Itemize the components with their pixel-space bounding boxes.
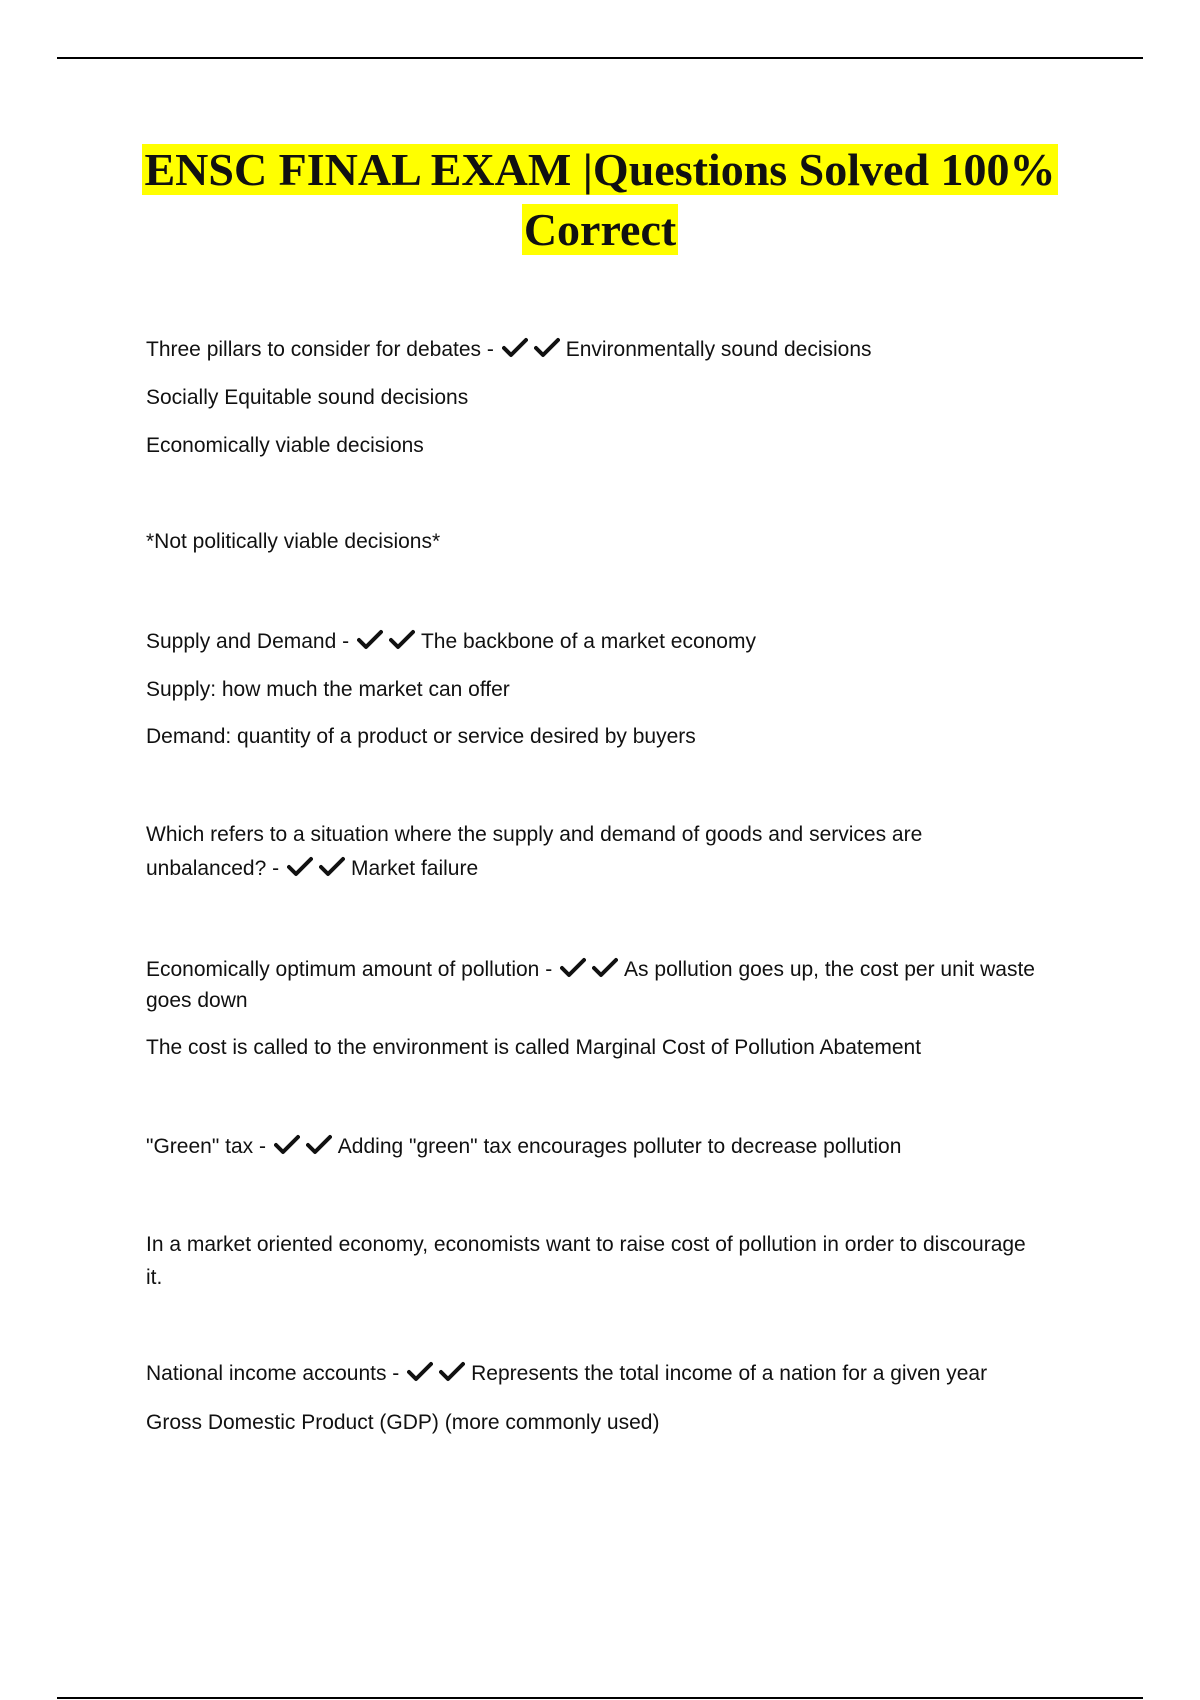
separator: -: [266, 857, 285, 880]
answer-text: The backbone of a market economy: [420, 630, 756, 653]
double-check-icon: [274, 1135, 338, 1158]
term-text: Which refers to a situation where the supply and demand of goods and services are unbalanced?: [146, 823, 923, 880]
double-check-icon: [287, 857, 351, 880]
double-check-icon: [357, 630, 421, 653]
flashcard-item: [146, 1131, 901, 1163]
term-text: "Green" tax: [146, 1135, 254, 1158]
answer-extra-line: Economically viable decisions: [146, 434, 424, 457]
flashcard-item: [146, 954, 1046, 1016]
separator: -: [481, 338, 500, 361]
answer-text: Environmentally sound decisions: [565, 338, 872, 361]
separator: -: [336, 630, 355, 653]
checkmark-icon: [287, 856, 313, 878]
answer-extra-line: *Not politically viable decisions*: [146, 530, 441, 553]
term-text: In a market oriented economy, economists want to raise cost of pollution in order to discourage it.: [146, 1233, 1026, 1289]
answer-extra-line: Demand: quantity of a product or service desired by buyers: [146, 725, 696, 748]
answer-text: Market failure: [350, 857, 479, 880]
answer-text: Adding "green" tax encourages polluter to decrease pollution: [337, 1135, 902, 1158]
checkmark-icon: [274, 1134, 300, 1156]
checkmark-icon: [560, 957, 586, 979]
separator: -: [539, 958, 559, 981]
checkmark-icon: [357, 629, 383, 651]
answer-extra-line: The cost is called to the environment is called Marginal Cost of Pollution Abatement: [146, 1036, 922, 1059]
title-line-1: ENSC FINAL EXAM |Questions Solved 100%: [144, 144, 1056, 195]
checkmark-icon: [592, 957, 618, 979]
flashcard-item: [146, 818, 1046, 886]
flashcard-item: [146, 1228, 1046, 1294]
term-text: Supply and Demand: [146, 630, 337, 653]
double-check-icon: [407, 1362, 471, 1385]
term-text: Economically optimum amount of pollution: [146, 958, 540, 981]
checkmark-icon: [439, 1361, 465, 1383]
term-text: National income accounts: [146, 1362, 387, 1385]
double-check-icon: [560, 958, 624, 981]
separator: -: [386, 1362, 406, 1385]
separator: -: [253, 1135, 272, 1158]
flashcard-item: [146, 626, 756, 658]
document-title: [100, 140, 1100, 260]
double-check-icon: [502, 338, 566, 361]
answer-extra-line: Socially Equitable sound decisions: [146, 386, 469, 409]
checkmark-icon: [306, 1134, 332, 1156]
checkmark-icon: [389, 629, 415, 651]
flashcard-item: [146, 1358, 987, 1390]
title-line-2: Correct: [523, 204, 677, 255]
answer-text: Represents the total income of a nation for a given year: [471, 1362, 988, 1385]
bottom-rule: [57, 1697, 1143, 1699]
answer-extra-line: Supply: how much the market can offer: [146, 678, 510, 701]
checkmark-icon: [534, 337, 560, 359]
checkmark-icon: [319, 856, 345, 878]
answer-text: As pollution goes up, the cost per unit waste goes down: [146, 958, 1035, 1012]
term-text: Three pillars to consider for debates: [146, 338, 482, 361]
flashcard-item: [146, 334, 872, 366]
answer-extra-line: Gross Domestic Product (GDP) (more commonly used): [146, 1411, 660, 1434]
checkmark-icon: [502, 337, 528, 359]
checkmark-icon: [407, 1361, 433, 1383]
top-rule: [57, 57, 1143, 59]
